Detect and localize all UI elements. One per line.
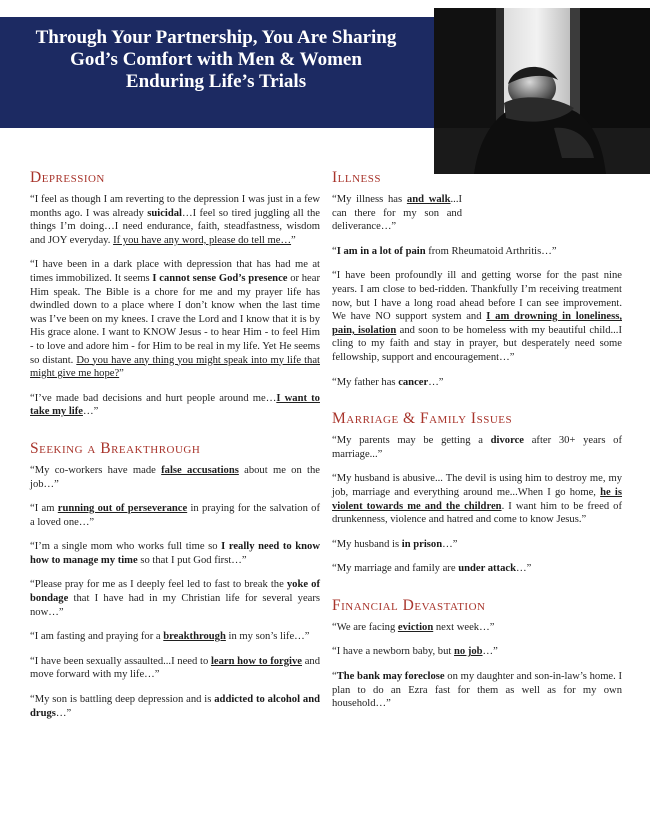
heading-breakthrough: Seeking a Breakthrough (30, 439, 201, 457)
quote-illness-1: “My illness has and walk...I can there for my son and deliverance…” (332, 194, 462, 233)
quote-illness-3: “I have been profoundly ill and getting worse for the past nine years. I am close to bed-ridden. Thankfully I’m receiving treatment now, but I have a long road ahead before I can see improvement. We have NO support system and I am drowning in loneliness, pain, isolation and soon to be homeless with my beautiful child...I cling to my faith and stay in prayer, but desperately need some fellowship, support and encouragement…” (332, 270, 622, 363)
quote-illness-4: “My father has cancer…” (332, 376, 444, 388)
quote-breakthrough-7: “My son is battling deep depression and is addicted to alcohol and drugs…” (30, 694, 321, 719)
quote-marriage-2: “My husband is abusive... The devil is using him to destroy me, my job, marriage and everything around me...When I go home, he is violent towards me and the children. I want him to be freed of drunkenness, violence and hatred and come to know Jesus.” (332, 473, 623, 526)
title-line-1: Through Your Partnership, You Are Sharing (35, 27, 397, 48)
page-title (0, 27, 432, 93)
quote-depression-2: “I have been in a dark place with depression that has had me at times immobilized. It seems I cannot sense God’s presence or hear Him speak. The Bible is a chore for me and my prayer life has dwindled down to a place where I don’t know when the last time was I’ve been on my knees. I crave the Lord and I know that it is by His grace alone. I want to KNOW Jesus - to hear Him - to feel Him - to love and adore him - for Him to be real in my life. Yet He seems so distant. Do you have any thing you might speak into my life that might give me hope?” (30, 259, 320, 380)
quote-illness-2: “I am in a lot of pain from Rheumatoid Arthritis…” (332, 245, 557, 257)
quote-marriage-3: “My husband is in prison…” (332, 538, 458, 550)
left-column (30, 168, 320, 731)
quote-depression-3: “I’ve made bad decisions and hurt people around me…I want to take my life…” (30, 392, 320, 418)
title-line-3: Enduring Life’s Trials (125, 71, 307, 92)
right-column (332, 168, 622, 722)
heading-depression: Depression (30, 169, 105, 186)
quote-breakthrough-2: “I am running out of perseverance in praying for the salvation of a loved one…” (30, 503, 320, 528)
quote-financial-2: “I have a newborn baby, but no job…” (332, 646, 498, 658)
quote-depression-1: “I feel as though I am reverting to the depression I was just in a few months ago. I was already suicidal…I feel so tired juggling all the things I’m doing…I need endurance, faith, steadfastness, wisdom and JOY everyday. If you have any word, please do tell me…” (30, 194, 320, 246)
distressed-person-photo (434, 8, 650, 174)
quote-breakthrough-1: “My co-workers have made false accusations about me on the job…” (30, 464, 321, 490)
heading-marriage: Marriage & Family Issues (332, 410, 513, 428)
heading-financial: Financial Devastation (332, 596, 486, 614)
quote-breakthrough-4: “Please pray for me as I deeply feel led to fast to break the yoke of bondage that I have had in my Christian life for several years now…” (30, 579, 320, 618)
quote-breakthrough-6: “I have been sexually assaulted...I need to learn how to forgive and move forward with my life…” (30, 655, 320, 681)
title-line-2: God’s Comfort with Men & Women (70, 49, 362, 70)
heading-illness: Illness (332, 169, 381, 186)
quote-financial-3: “The bank may foreclose on my daughter and son-in-law’s home. I plan to do an Ezra fast for them as well as for my own household…” (332, 671, 622, 710)
quote-marriage-1: “My parents may be getting a divorce after 30+ years of marriage...” (332, 435, 622, 460)
quote-financial-1: “We are facing eviction next week…” (332, 621, 495, 633)
quote-breakthrough-3: “I’m a single mom who works full time so I really need to know how to manage my time so that I put God first…” (30, 541, 321, 566)
quote-breakthrough-5: “I am fasting and praying for a breakthrough in my son’s life…” (30, 631, 310, 643)
quote-marriage-4: “My marriage and family are under attack…” (332, 563, 532, 575)
